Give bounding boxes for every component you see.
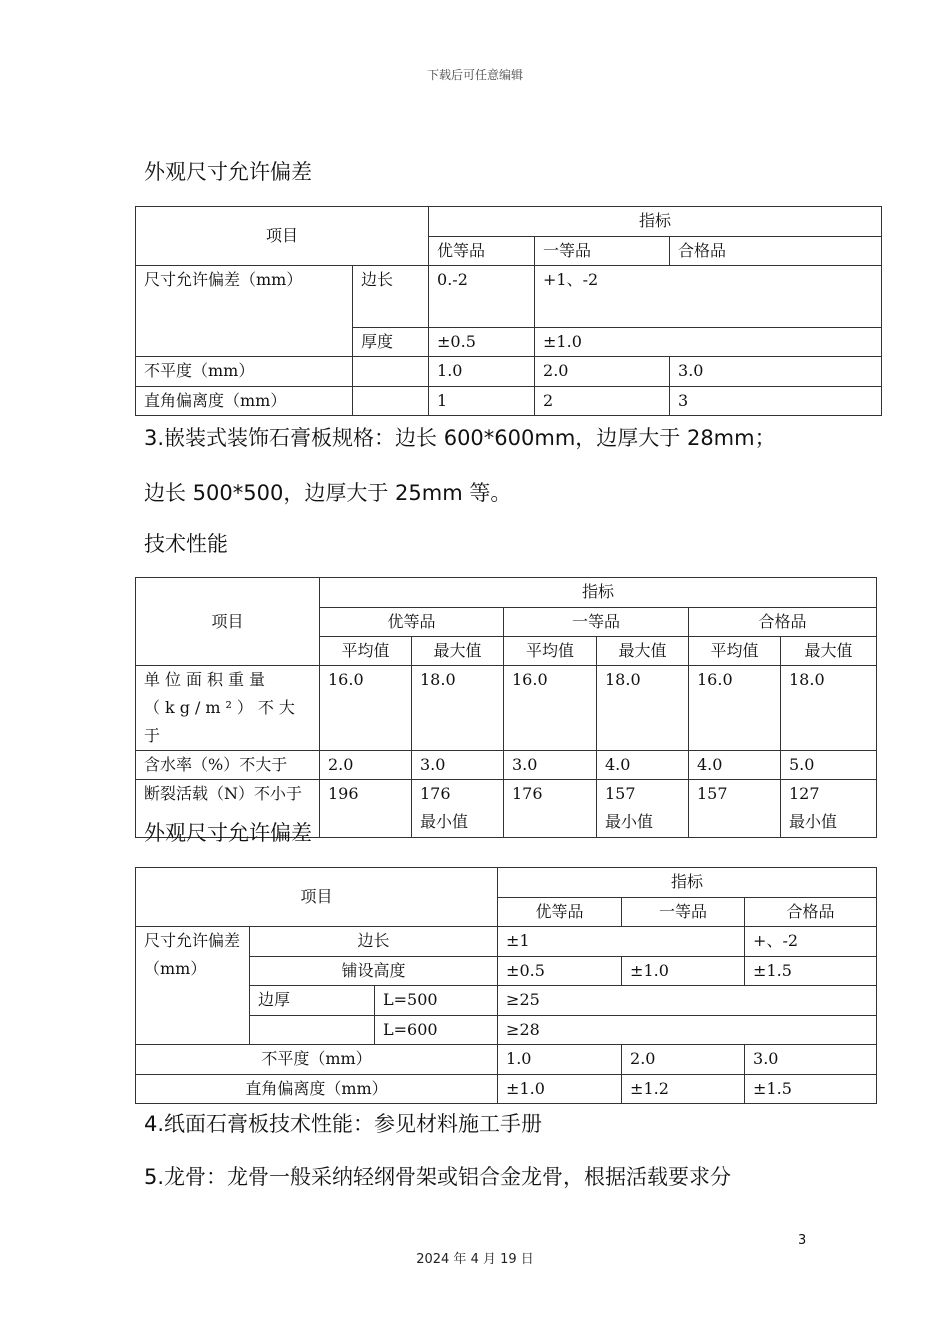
s3-zhibiao: 指标	[498, 868, 877, 898]
s2-r2-label: 含水率（%）不大于	[136, 751, 320, 780]
s3-pushe-v2: ±1.0	[622, 957, 745, 986]
paragraph-5: 5.龙骨：龙骨一般采纳轻纲骨架或铝合金龙骨，根据活载要求分	[144, 1165, 732, 1189]
s2-r2-v5: 4.0	[689, 751, 781, 780]
s2-sub-3: 平均值	[504, 637, 597, 666]
s1-r1-v1: 0.-2	[429, 266, 535, 328]
s1-r3-v1: 1.0	[429, 357, 535, 387]
s3-zhijiao: 直角偏离度（mm）	[136, 1075, 498, 1104]
s3-l600-v: ≥28	[498, 1016, 877, 1045]
s1-grade-1: 优等品	[429, 237, 535, 266]
s1-r4-v3: 3	[670, 387, 882, 416]
paragraph-3: 3.嵌装式装饰石膏板规格：边长 600*600mm，边厚大于 28mm；	[144, 426, 776, 450]
s2-r2-v4: 4.0	[597, 751, 689, 780]
s1-r4-label: 直角偏离度（mm）	[136, 387, 353, 416]
s2-sub-1: 平均值	[320, 637, 412, 666]
s2-r1-v3: 16.0	[504, 666, 597, 751]
s1-r1-label: 尺寸允许偏差（mm）	[136, 266, 353, 357]
s3-l600: L=600	[375, 1016, 498, 1045]
s2-sub-2: 最大值	[412, 637, 504, 666]
s2-zhibiao: 指标	[320, 578, 877, 608]
s2-r3-v1: 196	[320, 780, 412, 838]
s2-r3-label: 断裂活载（N）不小于	[136, 780, 320, 838]
s2-sub-6: 最大值	[781, 637, 877, 666]
page-number: 3	[798, 1233, 807, 1248]
s2-r1-v2: 18.0	[412, 666, 504, 751]
s3-biahou: 边厚	[250, 986, 375, 1016]
s2-r3-v5: 157	[689, 780, 781, 838]
section1-heading: 外观尺寸允许偏差	[144, 160, 312, 184]
s1-r3-v2: 2.0	[535, 357, 670, 387]
s1-xiangmu: 项目	[136, 207, 429, 266]
section2-heading: 技术性能	[144, 532, 228, 556]
s2-r3-v4	[597, 780, 689, 838]
section3-table	[135, 867, 877, 1104]
s2-grade-2: 一等品	[504, 608, 689, 637]
s3-bupingdu: 不平度（mm）	[136, 1045, 498, 1075]
s3-l500: L=500	[375, 986, 498, 1016]
s2-r3-v3: 176	[504, 780, 597, 838]
s1-r1-v2: +1、-2	[535, 266, 882, 328]
s2-r2-v6: 5.0	[781, 751, 877, 780]
s2-r1-v4: 18.0	[597, 666, 689, 751]
s3-bupingdu-v3: 3.0	[745, 1045, 877, 1075]
s3-pushe-v3: ±1.5	[745, 957, 877, 986]
s1-r3-v3: 3.0	[670, 357, 882, 387]
s3-bianchang: 边长	[250, 927, 498, 957]
s3-l500-v: ≥25	[498, 986, 877, 1016]
s1-r4-v1: 1	[429, 387, 535, 416]
s2-r1-v6: 18.0	[781, 666, 877, 751]
s1-grade-3: 合格品	[670, 237, 882, 266]
s1-r4-empty	[353, 387, 429, 416]
s2-r3-v6-val: 127	[789, 784, 820, 803]
s2-sub-4: 最大值	[597, 637, 689, 666]
s2-r3-v2	[412, 780, 504, 838]
s3-pushe-v1: ±0.5	[498, 957, 622, 986]
s3-grade-1: 优等品	[498, 898, 622, 927]
s2-sub-5: 平均值	[689, 637, 781, 666]
s3-zhijiao-v1: ±1.0	[498, 1075, 622, 1104]
s3-bupingdu-v2: 2.0	[622, 1045, 745, 1075]
s1-r2-v2: ±1.0	[535, 328, 882, 357]
s3-zhijiao-v3: ±1.5	[745, 1075, 877, 1104]
s2-r3-v6	[781, 780, 877, 838]
s2-r1-label: 单位面积重量（kg/m²）不大于	[136, 666, 320, 751]
s2-r1-v1: 16.0	[320, 666, 412, 751]
s3-grade-3: 合格品	[745, 898, 877, 927]
s3-xiangmu: 项目	[136, 868, 498, 927]
s3-bupingdu-v1: 1.0	[498, 1045, 622, 1075]
s2-r3-v2-min: 最小值	[420, 812, 469, 831]
paragraph-3-cont: 边长 500*500，边厚大于 25mm 等。	[144, 481, 512, 505]
s1-zhibiao: 指标	[429, 207, 882, 237]
s3-pushe: 铺设高度	[250, 957, 498, 986]
s1-r3-empty	[353, 357, 429, 387]
s3-bianchang-v1: ±1	[498, 927, 745, 957]
s2-r1-v5: 16.0	[689, 666, 781, 751]
s2-grade-3: 合格品	[689, 608, 877, 637]
s2-r2-v3: 3.0	[504, 751, 597, 780]
s2-r2-v1: 2.0	[320, 751, 412, 780]
s2-xiangmu: 项目	[136, 578, 320, 666]
s2-r3-v6-min: 最小值	[789, 812, 838, 831]
footer-date: 2024 年 4 月 19 日	[416, 1252, 534, 1267]
s2-r3-v2-val: 176	[420, 784, 451, 803]
s1-r4-v2: 2	[535, 387, 670, 416]
s1-r1-sub2: 厚度	[353, 328, 429, 357]
s3-zhijiao-v2: ±1.2	[622, 1075, 745, 1104]
s1-r2-v1: ±0.5	[429, 328, 535, 357]
section2-table	[135, 577, 877, 838]
section3-heading: 外观尺寸允许偏差	[144, 821, 312, 845]
s3-biahou-empty	[250, 1016, 375, 1045]
s3-r-label: 尺寸允许偏差（mm）	[136, 927, 250, 1045]
s1-r1-sub1: 边长	[353, 266, 429, 328]
section1-table	[135, 206, 882, 416]
s2-r2-v2: 3.0	[412, 751, 504, 780]
s2-r3-v4-val: 157	[605, 784, 636, 803]
header-note: 下载后可任意编辑	[426, 68, 523, 82]
s1-grade-2: 一等品	[535, 237, 670, 266]
s2-r3-v4-min: 最小值	[605, 812, 654, 831]
s1-r3-label: 不平度（mm）	[136, 357, 353, 387]
paragraph-4: 4.纸面石膏板技术性能：参见材料施工手册	[144, 1112, 543, 1136]
s3-bianchang-v3: +、-2	[745, 927, 877, 957]
s2-grade-1: 优等品	[320, 608, 504, 637]
s3-grade-2: 一等品	[622, 898, 745, 927]
